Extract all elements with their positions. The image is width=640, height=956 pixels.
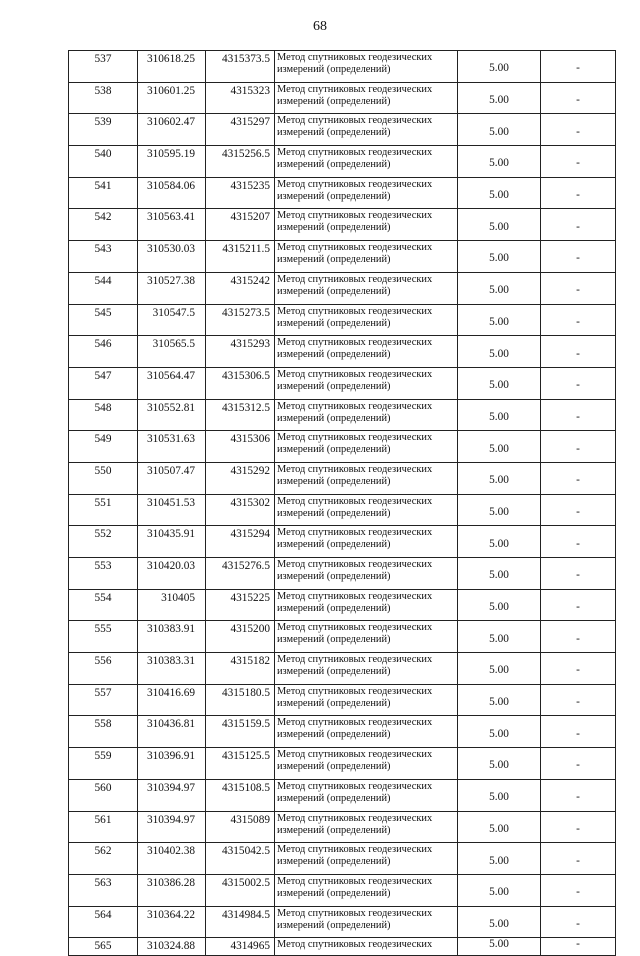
description-cell: - [541, 716, 616, 748]
x-coordinate-cell: 310527.38 [138, 272, 206, 304]
accuracy-cell: 5.00 [458, 114, 541, 146]
y-coordinate-cell: 4315302 [206, 494, 275, 526]
description-cell: - [541, 938, 616, 956]
y-coordinate-cell: 4315211.5 [206, 241, 275, 273]
table-row [69, 241, 616, 273]
description-cell: - [541, 874, 616, 906]
point-number-cell: 564 [69, 906, 138, 938]
method-cell: Метод спутниковых геодезических измерений (определений) [275, 272, 458, 304]
y-coordinate-cell: 4315225 [206, 589, 275, 621]
y-coordinate-cell: 4315180.5 [206, 684, 275, 716]
point-number-cell: 542 [69, 209, 138, 241]
y-coordinate-cell: 4315373.5 [206, 51, 275, 83]
table-row [69, 177, 616, 209]
description-cell: - [541, 558, 616, 590]
accuracy-cell: 5.00 [458, 716, 541, 748]
method-cell: Метод спутниковых геодезических измерений (определений) [275, 621, 458, 653]
point-number-cell: 540 [69, 146, 138, 178]
x-coordinate-cell: 310394.97 [138, 779, 206, 811]
table-row [69, 589, 616, 621]
accuracy-cell: 5.00 [458, 209, 541, 241]
table-row [69, 367, 616, 399]
y-coordinate-cell: 4315235 [206, 177, 275, 209]
x-coordinate-cell: 310552.81 [138, 399, 206, 431]
description-cell: - [541, 431, 616, 463]
method-cell: Метод спутниковых геодезических измерений (определений) [275, 906, 458, 938]
method-cell: Метод спутниковых геодезических измерений (определений) [275, 241, 458, 273]
method-cell: Метод спутниковых геодезических измерений (определений) [275, 82, 458, 114]
point-number-cell: 551 [69, 494, 138, 526]
method-cell: Метод спутниковых геодезических измерений (определений) [275, 684, 458, 716]
point-number-cell: 563 [69, 874, 138, 906]
point-number-cell: 562 [69, 843, 138, 875]
point-number-cell: 543 [69, 241, 138, 273]
description-cell: - [541, 906, 616, 938]
point-number-cell: 539 [69, 114, 138, 146]
description-cell: - [541, 336, 616, 368]
y-coordinate-cell: 4315293 [206, 336, 275, 368]
x-coordinate-cell: 310451.53 [138, 494, 206, 526]
method-cell: Метод спутниковых геодезических измерений (определений) [275, 779, 458, 811]
table-row [69, 906, 616, 938]
description-cell: - [541, 367, 616, 399]
y-coordinate-cell: 4315002.5 [206, 874, 275, 906]
y-coordinate-cell: 4314984.5 [206, 906, 275, 938]
method-cell: Метод спутниковых геодезических измерений (определений) [275, 336, 458, 368]
accuracy-cell: 5.00 [458, 779, 541, 811]
point-number-cell: 552 [69, 526, 138, 558]
table-row [69, 716, 616, 748]
accuracy-cell: 5.00 [458, 82, 541, 114]
table-row [69, 779, 616, 811]
description-cell: - [541, 653, 616, 685]
method-cell: Метод спутниковых геодезических измерений (определений) [275, 653, 458, 685]
point-number-cell: 549 [69, 431, 138, 463]
description-cell: - [541, 748, 616, 780]
table-row [69, 621, 616, 653]
accuracy-cell: 5.00 [458, 431, 541, 463]
y-coordinate-cell: 4315276.5 [206, 558, 275, 590]
method-cell: Метод спутниковых геодезических измерений (определений) [275, 462, 458, 494]
x-coordinate-cell: 310435.91 [138, 526, 206, 558]
y-coordinate-cell: 4315108.5 [206, 779, 275, 811]
accuracy-cell: 5.00 [458, 526, 541, 558]
page-number: 68 [313, 19, 327, 34]
description-cell: - [541, 589, 616, 621]
description-cell: - [541, 209, 616, 241]
y-coordinate-cell: 4315182 [206, 653, 275, 685]
x-coordinate-cell: 310565.5 [138, 336, 206, 368]
method-cell: Метод спутниковых геодезических измерений (определений) [275, 146, 458, 178]
accuracy-cell: 5.00 [458, 621, 541, 653]
accuracy-cell: 5.00 [458, 938, 541, 956]
point-number-cell: 547 [69, 367, 138, 399]
table-row [69, 51, 616, 83]
x-coordinate-cell: 310531.63 [138, 431, 206, 463]
table-row [69, 146, 616, 178]
method-cell: Метод спутниковых геодезических измерений (определений) [275, 209, 458, 241]
description-cell: - [541, 82, 616, 114]
description-cell: - [541, 241, 616, 273]
accuracy-cell: 5.00 [458, 558, 541, 590]
y-coordinate-cell: 4315089 [206, 811, 275, 843]
table-body [69, 51, 616, 956]
table-row [69, 272, 616, 304]
description-cell: - [541, 114, 616, 146]
table-row [69, 304, 616, 336]
method-cell: Метод спутниковых геодезических [275, 938, 458, 956]
y-coordinate-cell: 4315292 [206, 462, 275, 494]
y-coordinate-cell: 4315159.5 [206, 716, 275, 748]
accuracy-cell: 5.00 [458, 51, 541, 83]
description-cell: - [541, 146, 616, 178]
accuracy-cell: 5.00 [458, 304, 541, 336]
y-coordinate-cell: 4315042.5 [206, 843, 275, 875]
point-number-cell: 544 [69, 272, 138, 304]
x-coordinate-cell: 310584.06 [138, 177, 206, 209]
table-row [69, 82, 616, 114]
point-number-cell: 550 [69, 462, 138, 494]
method-cell: Метод спутниковых геодезических измерений (определений) [275, 304, 458, 336]
table-row [69, 811, 616, 843]
table-row [69, 526, 616, 558]
point-number-cell: 541 [69, 177, 138, 209]
point-number-cell: 554 [69, 589, 138, 621]
accuracy-cell: 5.00 [458, 906, 541, 938]
x-coordinate-cell: 310394.97 [138, 811, 206, 843]
x-coordinate-cell: 310601.25 [138, 82, 206, 114]
method-cell: Метод спутниковых геодезических измерений (определений) [275, 526, 458, 558]
accuracy-cell: 5.00 [458, 874, 541, 906]
y-coordinate-cell: 4315297 [206, 114, 275, 146]
x-coordinate-cell: 310602.47 [138, 114, 206, 146]
description-cell: - [541, 494, 616, 526]
method-cell: Метод спутниковых геодезических измерений (определений) [275, 558, 458, 590]
accuracy-cell: 5.00 [458, 748, 541, 780]
accuracy-cell: 5.00 [458, 367, 541, 399]
point-number-cell: 559 [69, 748, 138, 780]
x-coordinate-cell: 310563.41 [138, 209, 206, 241]
point-number-cell: 561 [69, 811, 138, 843]
method-cell: Метод спутниковых геодезических измерений (определений) [275, 874, 458, 906]
point-number-cell: 537 [69, 51, 138, 83]
x-coordinate-cell: 310364.22 [138, 906, 206, 938]
y-coordinate-cell: 4315306 [206, 431, 275, 463]
accuracy-cell: 5.00 [458, 272, 541, 304]
accuracy-cell: 5.00 [458, 241, 541, 273]
description-cell: - [541, 779, 616, 811]
point-number-cell: 565 [69, 938, 138, 956]
x-coordinate-cell: 310507.47 [138, 462, 206, 494]
y-coordinate-cell: 4315200 [206, 621, 275, 653]
method-cell: Метод спутниковых геодезических измерений (определений) [275, 51, 458, 83]
x-coordinate-cell: 310595.19 [138, 146, 206, 178]
y-coordinate-cell: 4315125.5 [206, 748, 275, 780]
x-coordinate-cell: 310383.91 [138, 621, 206, 653]
y-coordinate-cell: 4315312.5 [206, 399, 275, 431]
accuracy-cell: 5.00 [458, 811, 541, 843]
point-number-cell: 560 [69, 779, 138, 811]
method-cell: Метод спутниковых геодезических измерений (определений) [275, 811, 458, 843]
method-cell: Метод спутниковых геодезических измерений (определений) [275, 367, 458, 399]
y-coordinate-cell: 4315306.5 [206, 367, 275, 399]
description-cell: - [541, 304, 616, 336]
accuracy-cell: 5.00 [458, 177, 541, 209]
description-cell: - [541, 621, 616, 653]
y-coordinate-cell: 4314965 [206, 938, 275, 956]
method-cell: Метод спутниковых геодезических измерений (определений) [275, 114, 458, 146]
description-cell: - [541, 811, 616, 843]
description-cell: - [541, 399, 616, 431]
x-coordinate-cell: 310618.25 [138, 51, 206, 83]
point-number-cell: 558 [69, 716, 138, 748]
x-coordinate-cell: 310405 [138, 589, 206, 621]
point-number-cell: 555 [69, 621, 138, 653]
point-number-cell: 546 [69, 336, 138, 368]
x-coordinate-cell: 310564.47 [138, 367, 206, 399]
table-row [69, 874, 616, 906]
y-coordinate-cell: 4315323 [206, 82, 275, 114]
table-row [69, 336, 616, 368]
accuracy-cell: 5.00 [458, 843, 541, 875]
table-row [69, 558, 616, 590]
point-number-cell: 548 [69, 399, 138, 431]
table-row [69, 431, 616, 463]
accuracy-cell: 5.00 [458, 589, 541, 621]
y-coordinate-cell: 4315294 [206, 526, 275, 558]
coordinates-table [68, 50, 616, 956]
accuracy-cell: 5.00 [458, 494, 541, 526]
x-coordinate-cell: 310386.28 [138, 874, 206, 906]
method-cell: Метод спутниковых геодезических измерений (определений) [275, 177, 458, 209]
method-cell: Метод спутниковых геодезических измерений (определений) [275, 431, 458, 463]
description-cell: - [541, 462, 616, 494]
x-coordinate-cell: 310420.03 [138, 558, 206, 590]
accuracy-cell: 5.00 [458, 399, 541, 431]
method-cell: Метод спутниковых геодезических измерений (определений) [275, 716, 458, 748]
method-cell: Метод спутниковых геодезических измерений (определений) [275, 399, 458, 431]
y-coordinate-cell: 4315242 [206, 272, 275, 304]
x-coordinate-cell: 310396.91 [138, 748, 206, 780]
description-cell: - [541, 51, 616, 83]
point-number-cell: 556 [69, 653, 138, 685]
method-cell: Метод спутниковых геодезических измерений (определений) [275, 748, 458, 780]
accuracy-cell: 5.00 [458, 336, 541, 368]
point-number-cell: 538 [69, 82, 138, 114]
x-coordinate-cell: 310547.5 [138, 304, 206, 336]
method-cell: Метод спутниковых геодезических измерений (определений) [275, 494, 458, 526]
accuracy-cell: 5.00 [458, 462, 541, 494]
table-row [69, 494, 616, 526]
x-coordinate-cell: 310383.31 [138, 653, 206, 685]
x-coordinate-cell: 310436.81 [138, 716, 206, 748]
table-row [69, 209, 616, 241]
description-cell: - [541, 526, 616, 558]
description-cell: - [541, 177, 616, 209]
table-row [69, 684, 616, 716]
x-coordinate-cell: 310402.38 [138, 843, 206, 875]
description-cell: - [541, 843, 616, 875]
accuracy-cell: 5.00 [458, 146, 541, 178]
table-row [69, 843, 616, 875]
y-coordinate-cell: 4315256.5 [206, 146, 275, 178]
table-row [69, 748, 616, 780]
table-row [69, 938, 616, 956]
y-coordinate-cell: 4315207 [206, 209, 275, 241]
accuracy-cell: 5.00 [458, 684, 541, 716]
method-cell: Метод спутниковых геодезических измерений (определений) [275, 843, 458, 875]
table-row [69, 114, 616, 146]
point-number-cell: 553 [69, 558, 138, 590]
table-row [69, 399, 616, 431]
table-row [69, 653, 616, 685]
y-coordinate-cell: 4315273.5 [206, 304, 275, 336]
point-number-cell: 557 [69, 684, 138, 716]
accuracy-cell: 5.00 [458, 653, 541, 685]
point-number-cell: 545 [69, 304, 138, 336]
description-cell: - [541, 684, 616, 716]
table-row [69, 462, 616, 494]
x-coordinate-cell: 310416.69 [138, 684, 206, 716]
x-coordinate-cell: 310530.03 [138, 241, 206, 273]
x-coordinate-cell: 310324.88 [138, 938, 206, 956]
method-cell: Метод спутниковых геодезических измерений (определений) [275, 589, 458, 621]
description-cell: - [541, 272, 616, 304]
